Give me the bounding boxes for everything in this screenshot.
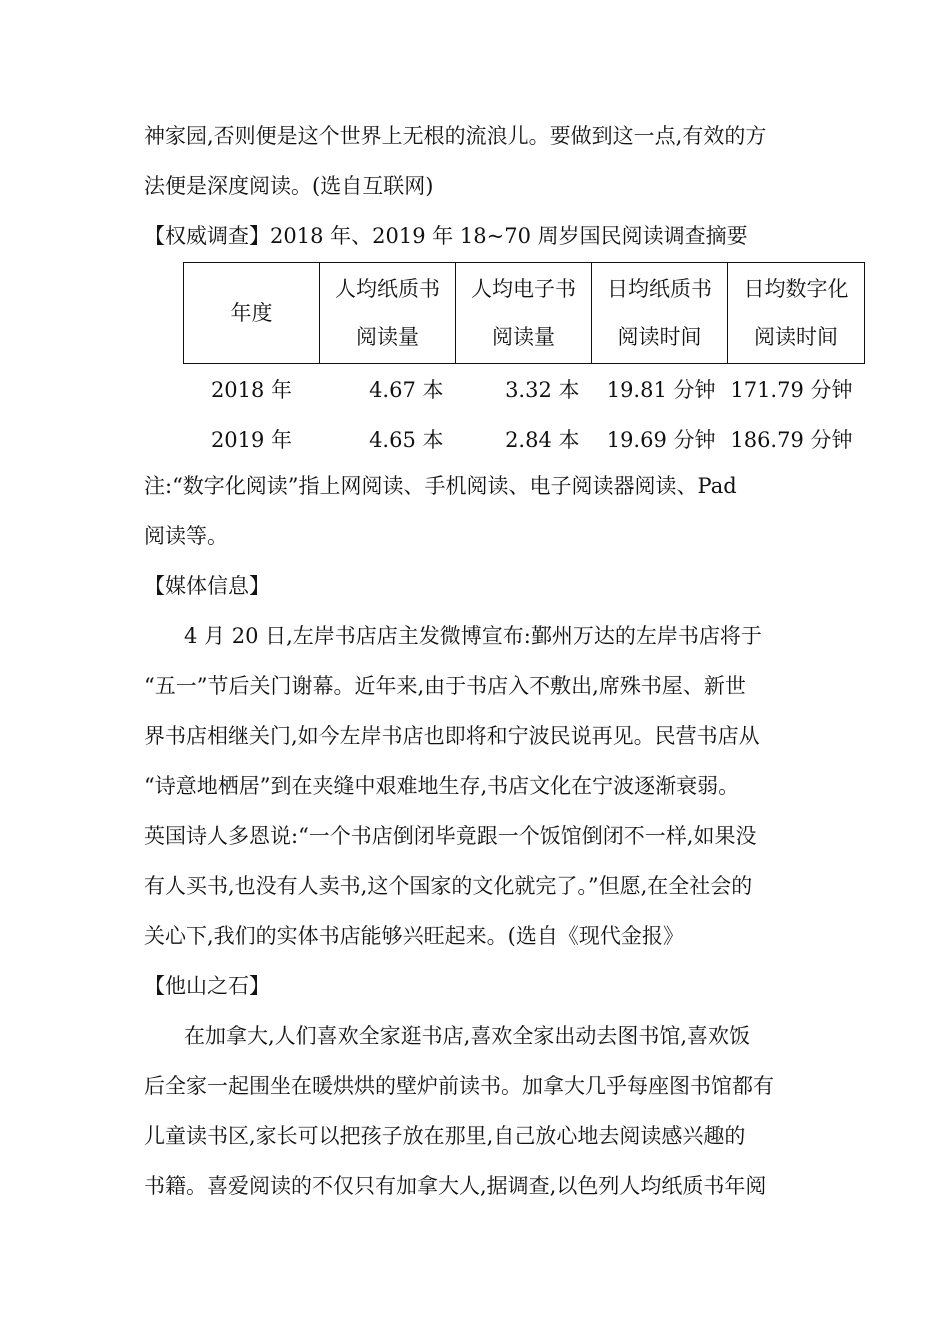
cell-paper-books: 4.67 本	[369, 378, 444, 402]
cell-digital-time: 171.79 分钟	[730, 378, 853, 402]
stone-paragraph-line: 书籍。喜爱阅读的不仅只有加拿大人,据调查,以色列人均纸质书年阅	[144, 1174, 767, 1198]
cell-paper-time: 19.81 分钟	[606, 378, 716, 402]
cell-paper-books: 4.65 本	[369, 428, 444, 452]
table-row	[184, 414, 865, 464]
header-paper-books: 人均纸质书 阅读量	[320, 263, 456, 364]
cell-year: 2019 年	[210, 428, 293, 452]
media-paragraph-line: “诗意地栖居”到在夹缝中艰难地生存,书店文化在宁波逐渐衰弱。	[144, 774, 740, 798]
table-row	[184, 364, 865, 415]
paragraph-line: 法便是深度阅读。(选自互联网)	[144, 174, 434, 198]
stone-paragraph-line: 后全家一起围坐在暖烘烘的壁炉前读书。加拿大几乎每座图书馆都有	[144, 1074, 774, 1098]
media-paragraph-line: 英国诗人多恩说:“一个书店倒闭毕竟跟一个饭馆倒闭不一样,如果没	[144, 824, 757, 848]
survey-table	[183, 262, 865, 464]
cell-ebooks: 2.84 本	[505, 428, 580, 452]
survey-note: 注:“数字化阅读”指上网阅读、手机阅读、电子阅读器阅读、Pad	[144, 474, 737, 498]
cell-ebooks: 3.32 本	[505, 378, 580, 402]
stone-paragraph-line: 儿童读书区,家长可以把孩子放在那里,自己放心地去阅读感兴趣的	[144, 1124, 746, 1148]
header-paper-time: 日均纸质书 阅读时间	[592, 263, 728, 364]
stone-heading: 【他山之石】	[144, 974, 270, 998]
cell-paper-time: 19.69 分钟	[606, 428, 716, 452]
table-header-row	[184, 263, 865, 364]
cell-year: 2018 年	[210, 378, 293, 402]
header-year: 年度	[184, 263, 320, 364]
media-paragraph-line: 界书店相继关门,如今左岸书店也即将和宁波民说再见。民营书店从	[144, 724, 760, 748]
cell-digital-time: 186.79 分钟	[730, 428, 853, 452]
media-paragraph-line: “五一”节后关门谢幕。近年来,由于书店入不敷出,席殊书屋、新世	[144, 674, 746, 698]
media-paragraph-line: 关心下,我们的实体书店能够兴旺起来。(选自《现代金报》	[144, 924, 684, 948]
survey-note: 阅读等。	[144, 524, 228, 548]
media-paragraph-line: 4 月 20 日,左岸书店店主发微博宣布:鄞州万达的左岸书店将于	[184, 624, 762, 648]
header-digital-time: 日均数字化 阅读时间	[728, 263, 865, 364]
media-heading: 【媒体信息】	[144, 574, 270, 598]
header-ebooks: 人均电子书 阅读量	[456, 263, 592, 364]
survey-heading: 【权威调查】2018 年、2019 年 18~70 周岁国民阅读调查摘要	[144, 224, 748, 248]
media-paragraph-line: 有人买书,也没有人卖书,这个国家的文化就完了。”但愿,在全社会的	[144, 874, 753, 898]
paragraph-line: 神家园,否则便是这个世界上无根的流浪儿。要做到这一点,有效的方	[144, 124, 767, 148]
stone-paragraph-line: 在加拿大,人们喜欢全家逛书店,喜欢全家出动去图书馆,喜欢饭	[184, 1024, 751, 1048]
